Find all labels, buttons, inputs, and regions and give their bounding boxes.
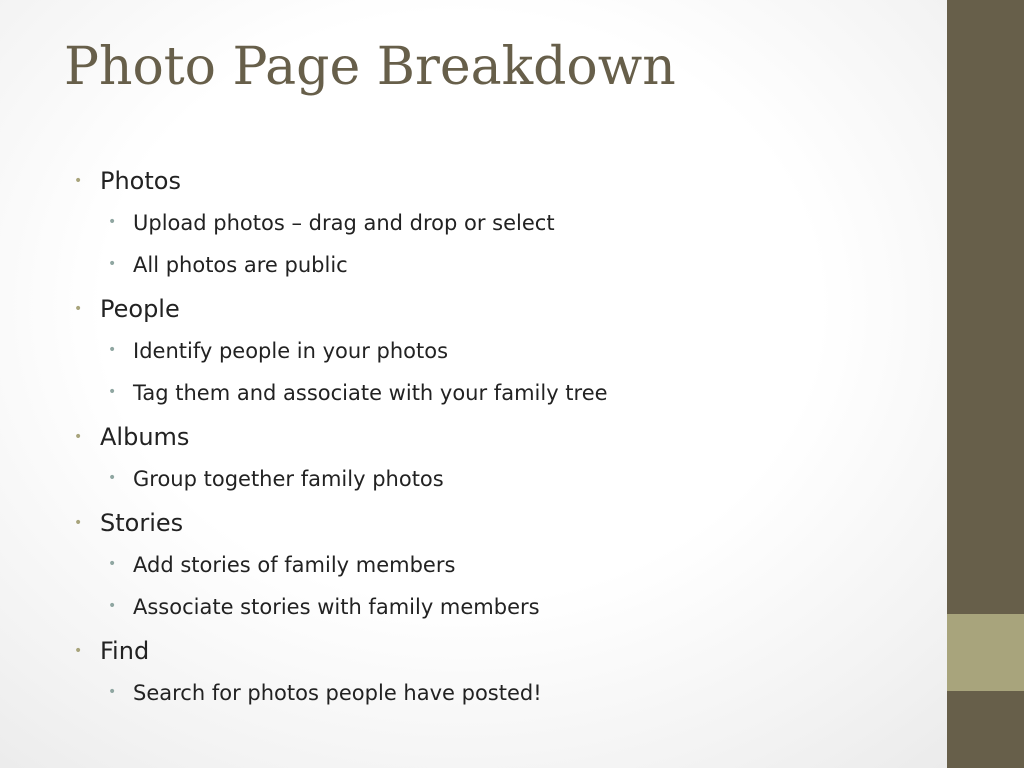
- sub-bullet-text: Add stories of family members: [133, 553, 456, 577]
- sub-bullet-item: [72, 332, 932, 374]
- sub-bullet-item: [72, 546, 932, 588]
- sub-bullet-text: Identify people in your photos: [133, 339, 449, 363]
- sub-bullet-text: Group together family photos: [133, 467, 444, 491]
- bullet-text: Stories: [100, 509, 184, 537]
- bullet-item-stories: [72, 504, 932, 546]
- bullet-text: People: [100, 295, 180, 323]
- sub-bullet-item: [72, 588, 932, 632]
- bullet-item-photos: [72, 162, 932, 204]
- sub-bullet-item: [72, 204, 932, 246]
- sub-bullet-icon: •: [108, 214, 117, 230]
- sub-bullet-item: [72, 674, 932, 716]
- sub-bullet-icon: •: [108, 556, 117, 572]
- sub-bullet-icon: •: [108, 470, 117, 486]
- bullet-text: Find: [100, 637, 150, 665]
- sub-bullet-icon: •: [108, 598, 117, 614]
- sub-bullet-text: Associate stories with family members: [133, 595, 540, 619]
- sub-bullet-item: [72, 246, 932, 290]
- sub-bullet-text: Tag them and associate with your family tree: [133, 381, 608, 405]
- side-bar-accent: [947, 614, 1024, 691]
- sub-bullet-icon: •: [108, 256, 117, 272]
- bullet-text: Albums: [100, 423, 190, 451]
- bullet-icon: •: [74, 429, 83, 445]
- bullet-icon: •: [74, 301, 83, 317]
- sub-bullet-item: [72, 460, 932, 504]
- sub-bullet-text: Upload photos – drag and drop or select: [133, 211, 555, 235]
- bullet-item-find: [72, 632, 932, 674]
- sub-bullet-icon: •: [108, 684, 117, 700]
- bullet-icon: •: [74, 173, 83, 189]
- bullet-text: Photos: [100, 167, 181, 195]
- bullet-item-people: [72, 290, 932, 332]
- bullet-icon: •: [74, 515, 83, 531]
- sub-bullet-icon: •: [108, 342, 117, 358]
- bullet-list: [72, 162, 932, 716]
- sub-bullet-icon: •: [108, 384, 117, 400]
- sub-bullet-text: All photos are public: [133, 253, 348, 277]
- sub-bullet-text: Search for photos people have posted!: [133, 681, 542, 705]
- sub-bullet-item: [72, 374, 932, 418]
- slide-title: Photo Page Breakdown: [64, 37, 676, 97]
- bullet-item-albums: [72, 418, 932, 460]
- bullet-icon: •: [74, 643, 83, 659]
